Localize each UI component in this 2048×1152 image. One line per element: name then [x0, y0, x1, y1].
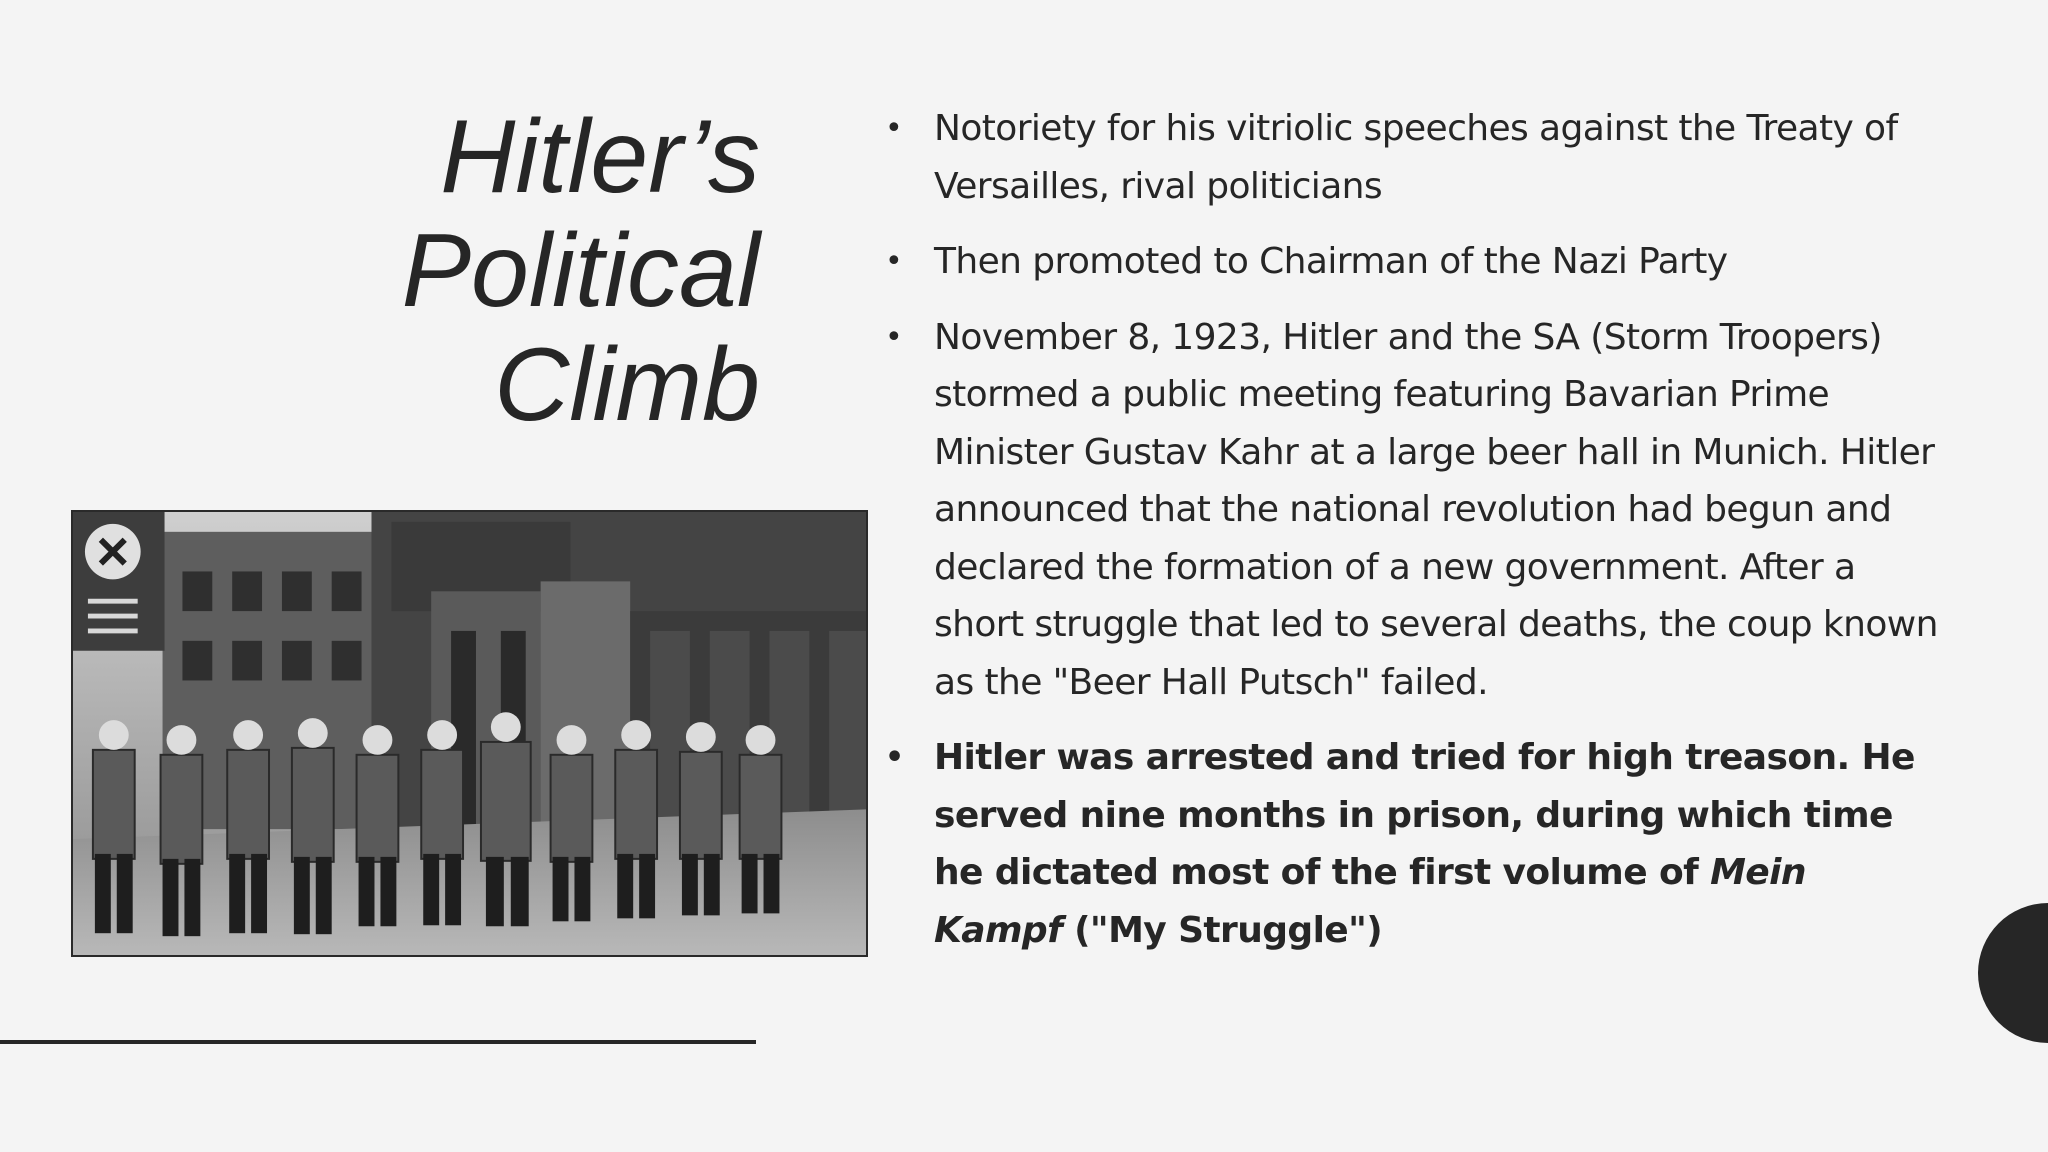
- bullet-text: Then promoted to Chairman of the Nazi Party: [934, 241, 1728, 282]
- historical-photo: [71, 510, 868, 957]
- photo-illustration: [73, 512, 866, 955]
- bullet-dot: •: [885, 111, 903, 146]
- bullet-dot: •: [885, 740, 904, 775]
- slide-title: [300, 100, 760, 442]
- bullet-item: [880, 100, 1940, 215]
- bullet-item: [880, 309, 1940, 712]
- bullet-dot: •: [885, 244, 903, 279]
- divider-line: [0, 1040, 756, 1044]
- bullet-dot: •: [885, 319, 903, 355]
- bullet-text-before: Hitler was arrested and tried for high treason. He served nine months in prison, during which time he dictated most of the first volume of: [934, 737, 1915, 893]
- bullet-text: Notoriety for his vitriolic speeches against the Treaty of Versailles, rival politicians: [934, 108, 1898, 207]
- title-line-2: Political: [401, 213, 760, 329]
- decorative-circle: [1978, 903, 2048, 1043]
- book-title: Mein Kampf: [934, 852, 1806, 951]
- bullet-text-after: ("My Struggle"): [1062, 909, 1383, 951]
- bullet-item-bold: [880, 729, 1940, 959]
- bullet-list: [880, 100, 1940, 977]
- bullet-text: November 8, 1923, Hitler and the SA (Storm Troopers) stormed a public meeting featuring Bavarian Prime Minister Gustav Kahr at a large beer hall in Munich. Hitler announced that the national revolution had begun and declared the formation of a new government. After a short struggle that led to several deaths, the coup known as the "Beer Hall Putsch" failed.: [934, 316, 1938, 703]
- title-line-1: Hitler’s: [440, 99, 760, 215]
- bullet-item: [880, 233, 1940, 291]
- title-line-3: Climb: [494, 327, 760, 443]
